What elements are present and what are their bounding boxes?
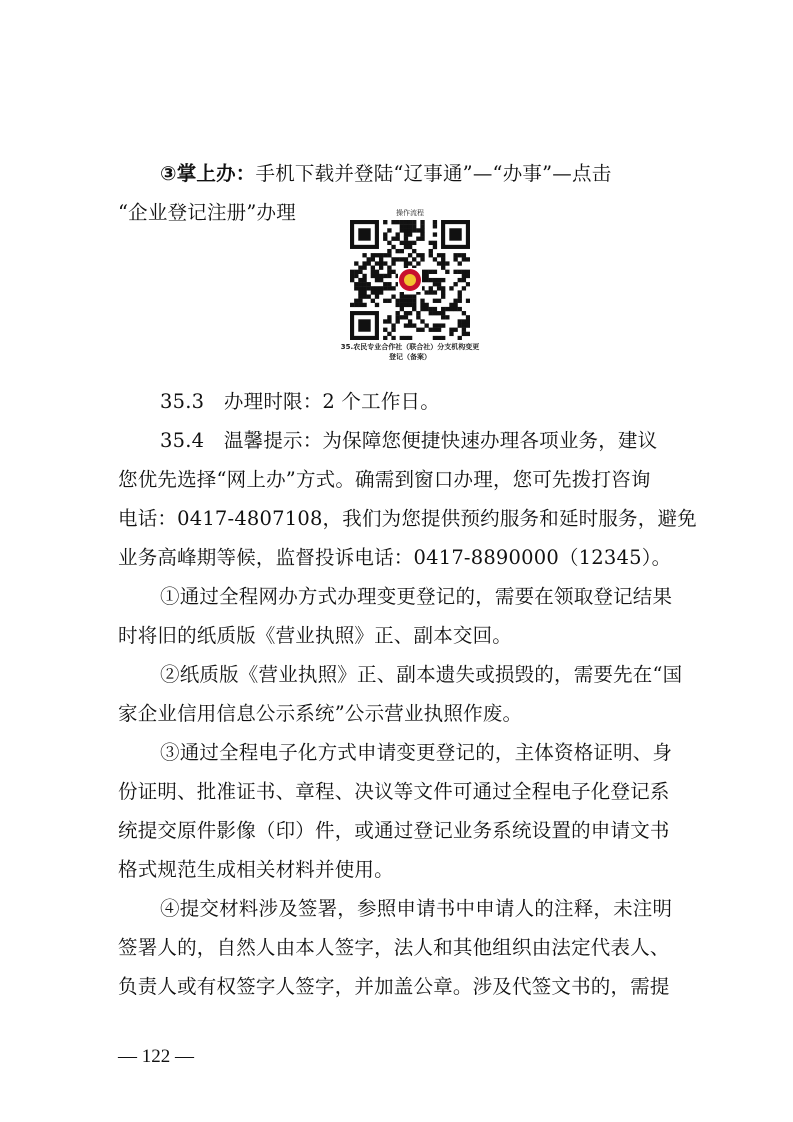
text-line-tip-3: 电话：0417-4807108，我们为您提供预约服务和延时服务，避免 bbox=[118, 507, 697, 530]
text-line-note3-2: 份证明、批准证书、章程、决议等文件可通过全程电子化登记系 bbox=[118, 780, 670, 803]
text-line-note1-1: ①通过全程网办方式办理变更登记的，需要在领取登记结果 bbox=[160, 585, 673, 608]
page-number: — 122 — bbox=[118, 1046, 194, 1067]
text-line-note4-2: 签署人的，自然人由本人签字，法人和其他组织由法定代表人、 bbox=[118, 936, 670, 959]
mobile-text-1: 手机下载并登陆“辽事通”—“办事”—点击 bbox=[255, 162, 612, 185]
qr-code-image bbox=[350, 220, 470, 340]
text-line-note3-3: 统提交原件影像（印）件，或通过登记业务系统设置的申请文书 bbox=[118, 819, 670, 842]
text-line-note3-4: 格式规范生成相关材料并使用。 bbox=[118, 858, 394, 881]
text-line-tip-2: 您优先选择“网上办”方式。确需到窗口办理，您可先拨打咨询 bbox=[118, 468, 651, 491]
text-line-note4-1: ④提交材料涉及签署，参照申请书中申请人的注释，未注明 bbox=[160, 897, 673, 920]
text-line-tip-1: 35.4 温馨提示：为保障您便捷快速办理各项业务，建议 bbox=[160, 429, 658, 452]
mobile-label: ③掌上办： bbox=[160, 162, 256, 185]
qr-caption-1: 35.农民专业合作社（联合社）分支机构变更 bbox=[340, 343, 480, 351]
mobile-line-1 bbox=[160, 164, 611, 184]
text-line-tip-4: 业务高峰期等候，监督投诉电话：0417-8890000（12345）。 bbox=[118, 546, 672, 569]
qr-caption-2: 登记（备案） bbox=[389, 353, 431, 361]
text-line-time-limit: 35.3 办理时限：2 个工作日。 bbox=[160, 390, 440, 413]
text-line-note4-3: 负责人或有权签字人签字，并加盖公章。涉及代签文书的，需提 bbox=[118, 975, 670, 998]
text-line-note3-1: ③通过全程电子化方式申请变更登记的，主体资格证明、身 bbox=[160, 741, 673, 764]
text-line-note1-2: 时将旧的纸质版《营业执照》正、副本交回。 bbox=[118, 624, 513, 647]
text-line-note2-1: ②纸质版《营业执照》正、副本遗失或损毁的，需要先在“国 bbox=[160, 663, 683, 686]
mobile-line-2: “企业登记注册”办理 bbox=[118, 201, 296, 224]
qr-title: 操作流程 bbox=[396, 209, 424, 217]
text-line-note2-2: 家企业信用信息公示系统”公示营业执照作废。 bbox=[118, 702, 523, 725]
